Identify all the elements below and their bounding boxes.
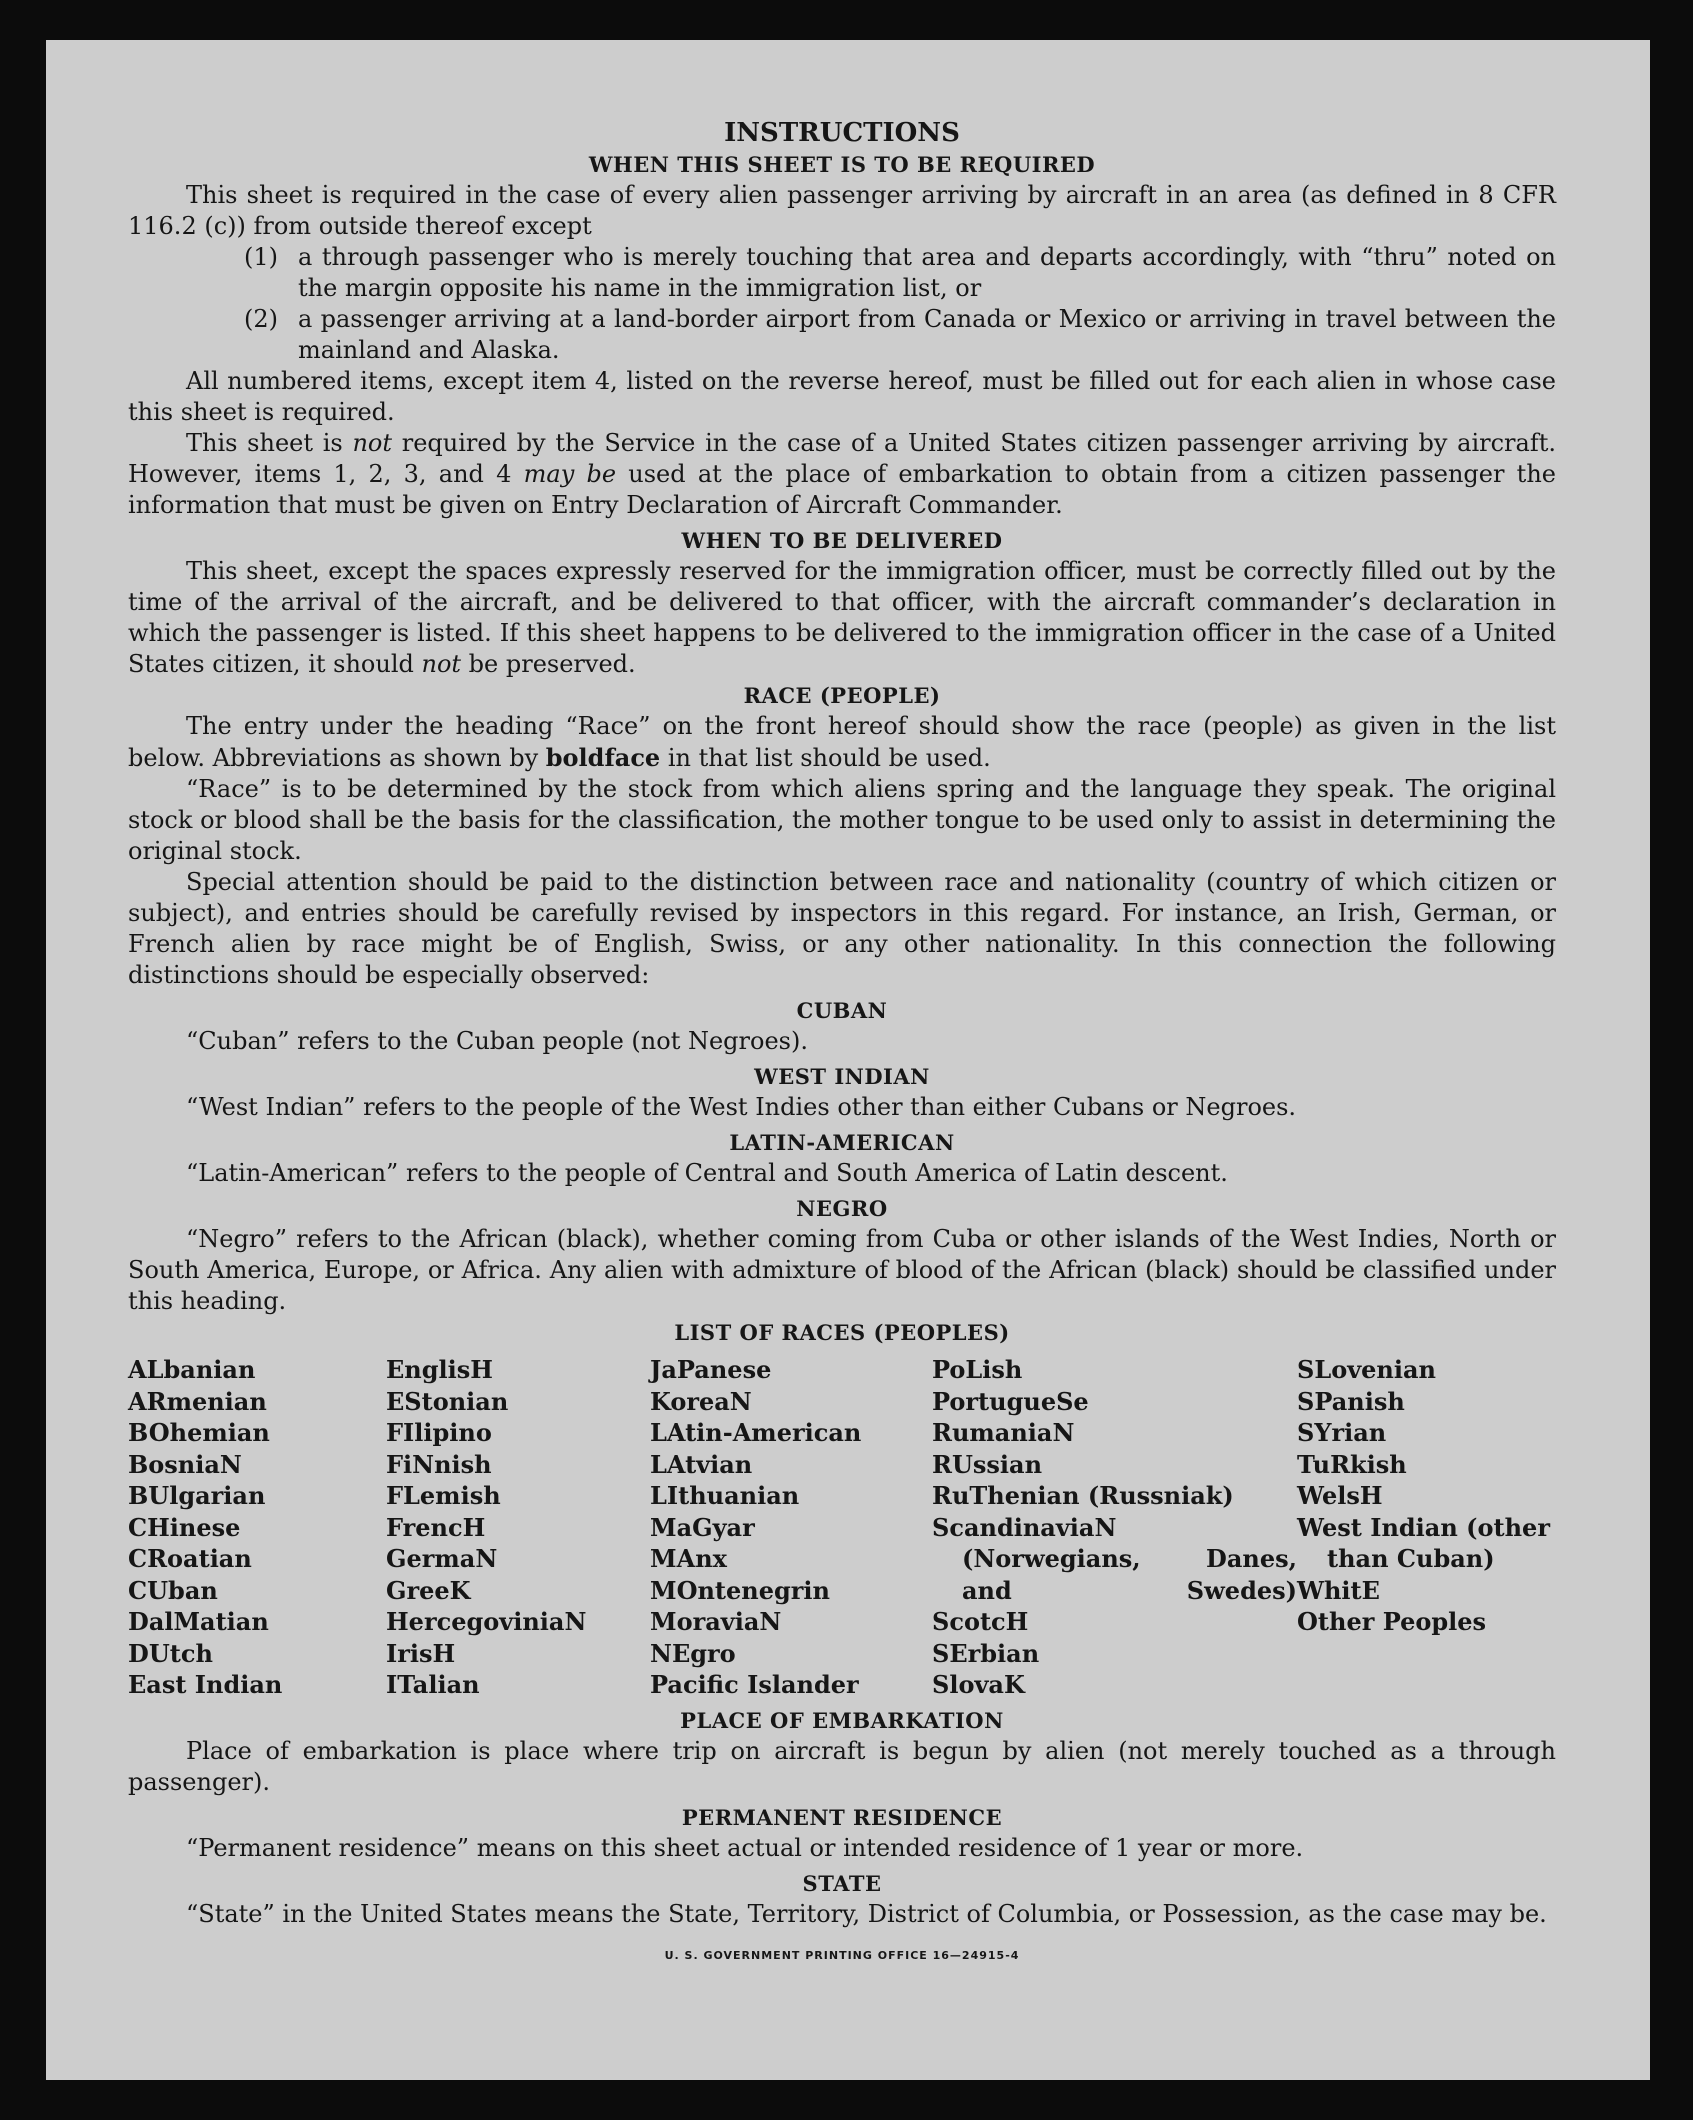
race-entry: MAnx	[650, 1544, 727, 1573]
race-entry: FLemish	[386, 1481, 501, 1510]
race-entry: Pacific Islander	[650, 1670, 859, 1699]
race-entry: NEgro	[650, 1638, 736, 1668]
race-entry: SLovenian	[1297, 1355, 1436, 1384]
race-entry: MoraviaN	[650, 1607, 782, 1636]
race-paragraph-3: Special attention should be paid to the distinction between race and nationality (country of which citizen or subject), and entries should be carefully revised by inspectors in this regard. For instance, an Irish, German, or French alien by race might be of English, Swiss, or any other nationality. In this connection the following distinctions should be especially observed:	[128, 868, 1556, 989]
race-entry: HercegoviniaN	[386, 1607, 587, 1636]
exception-item: (2) a passenger arriving at a land-border airport from Canada or Mexico or arriving in travel between the mainland and Alaska.	[244, 305, 1556, 364]
race-entry: SErbian	[932, 1638, 1040, 1668]
heading-permanent-residence: PERMANENT RESIDENCE	[681, 1804, 1003, 1830]
race-entry: EnglisH	[386, 1355, 493, 1384]
race-entry: IrisH	[386, 1638, 456, 1668]
heading-cuban: CUBAN	[796, 998, 888, 1023]
heading-list-of-races: LIST OF RACES (PEOPLES)	[674, 1320, 1010, 1345]
permanent-residence-text: “Permanent residence” means on this sheet actual or intended residence of 1 year or more.	[186, 1833, 1304, 1862]
race-entry: BOhemian	[128, 1418, 270, 1447]
race-entry: PoLish	[932, 1355, 1023, 1384]
heading-state: STATE	[802, 1870, 882, 1896]
race-paragraph-2: “Race” is to be determined by the stock from which aliens spring and the language they speak. The original stock or blood shall be the basis for the classification, the mother tongue to be used only to assist in determining the original stock.	[128, 775, 1556, 865]
race-entry: SYrian	[1297, 1418, 1387, 1447]
race-entry: MOntenegrin	[650, 1575, 830, 1605]
race-entry: CHinese	[128, 1512, 241, 1542]
numbered-items-paragraph: All numbered items, except item 4, listed on the reverse hereof, must be filled out for each alien in whose case this sheet is required.	[128, 367, 1556, 426]
race-entry: RUssian	[932, 1449, 1043, 1479]
race-entry: ALbanian	[128, 1355, 256, 1384]
west-indian-text: “West Indian” refers to the people of the West Indies other than either Cubans or Negroes.	[186, 1093, 1297, 1121]
race-entry: Other Peoples	[1297, 1607, 1487, 1636]
race-entry: ITalian	[386, 1670, 480, 1699]
race-entry: BosniaN	[128, 1449, 242, 1479]
race-entry: ScandinaviaN (Norwegians, Danes, and Swedes)	[932, 1512, 1297, 1605]
cuban-text: “Cuban” refers to the Cuban people (not Negroes).	[186, 1027, 808, 1055]
race-entry: RuThenian (Russniak)	[932, 1481, 1234, 1510]
race-paragraph-1: The entry under the heading “Race” on the front hereof should show the race (people) as given in the list below. Abbreviations as shown by boldface in that list should be used.	[128, 712, 1556, 772]
heading-race: RACE (PEOPLE)	[743, 683, 941, 708]
race-entry: MaGyar	[650, 1512, 755, 1542]
embarkation-text: Place of embarkation is place where trip on aircraft is begun by alien (not merely touched as a through passenger).	[128, 1736, 1556, 1796]
state-text: “State” in the United States means the State, Territory, District of Columbia, or Possession, as the case may be.	[186, 1899, 1547, 1928]
citizen-paragraph: This sheet is not required by the Service in the case of a United States citizen passenger arriving by aircraft. However, items 1, 2, 3, and 4 may be used at the place of embarkation to obtain from a citizen passenger the information that must be given on Entry Declaration of Aircraft Commander.	[128, 429, 1556, 519]
heading-when-delivered: WHEN TO BE DELIVERED	[681, 528, 1003, 553]
race-entry: JaPanese	[650, 1355, 772, 1384]
race-entry: DUtch	[128, 1638, 213, 1668]
race-entry: GreeK	[386, 1575, 471, 1605]
race-entry: ScotcH	[932, 1607, 1029, 1636]
race-entry: FiNnish	[386, 1449, 492, 1479]
race-entry: WhitE	[1297, 1575, 1380, 1605]
races-list	[128, 1354, 1556, 1701]
heading-place-of-embarkation: PLACE OF EMBARKATION	[680, 1707, 1004, 1733]
heading-when-required: WHEN THIS SHEET IS TO BE REQUIRED	[588, 152, 1096, 177]
latin-american-text: “Latin-American” refers to the people of Central and South America of Latin descent.	[186, 1159, 1228, 1187]
race-entry: BUlgarian	[128, 1481, 266, 1510]
race-entry: ARmenian	[128, 1386, 267, 1416]
races-column	[650, 1354, 932, 1701]
race-entry: LIthuanian	[650, 1481, 800, 1510]
races-column	[932, 1354, 1297, 1701]
race-entry: SlovaK	[932, 1670, 1025, 1699]
race-entry: FrencH	[386, 1512, 486, 1542]
negro-text: “Negro” refers to the African (black), whether coming from Cuba or other islands of the West Indies, North or South America, Europe, or Africa. Any alien with admixture of blood of the African (black) should be classified under this heading.	[128, 1225, 1556, 1315]
race-entry: SPanish	[1297, 1386, 1405, 1416]
race-entry: DalMatian	[128, 1607, 269, 1636]
race-entry: EStonian	[386, 1386, 509, 1416]
race-entry: TuRkish	[1297, 1449, 1407, 1479]
heading-latin-american: LATIN-AMERICAN	[729, 1130, 955, 1155]
race-entry: LAtvian	[650, 1449, 753, 1479]
heading-negro: NEGRO	[796, 1196, 888, 1221]
race-entry: GermaN	[386, 1544, 498, 1573]
when-delivered-paragraph: This sheet, except the spaces expressly reserved for the immigration officer, must be correctly filled out by the time of the arrival of the aircraft, and be delivered to that officer, with the aircraft commander’s declaration in which the passenger is listed. If this sheet happens to be delivered to the immigration officer in the case of a United States citizen, it should not be preserved.	[128, 557, 1556, 678]
printing-office-footer: U. S. GOVERNMENT PRINTING OFFICE 16—24915-4	[664, 1948, 1020, 1962]
race-entry: CUban	[128, 1575, 218, 1605]
race-entry: West Indian (other than Cuban)	[1297, 1512, 1550, 1573]
race-entry: RumaniaN	[932, 1418, 1075, 1447]
document-sheet	[46, 40, 1650, 2080]
race-entry: LAtin-American	[650, 1418, 862, 1447]
races-column	[1297, 1354, 1597, 1701]
races-column	[386, 1354, 650, 1701]
heading-west-indian: WEST INDIAN	[754, 1064, 930, 1089]
race-entry: WelsH	[1297, 1481, 1383, 1510]
race-entry: KoreaN	[650, 1386, 752, 1416]
when-required-intro: This sheet is required in the case of every alien passenger arriving by aircraft in an area (as defined in 8 CFR 116.2 (c)) from outside thereof except	[128, 181, 1556, 240]
races-column	[128, 1354, 386, 1701]
exception-item: (1) a through passenger who is merely touching that area and departs accordingly, with “thru” noted on the margin opposite his name in the immigration list, or	[244, 243, 1556, 302]
page-title: INSTRUCTIONS	[724, 118, 960, 148]
race-entry: FIlipino	[386, 1418, 492, 1447]
race-entry: CRoatian	[128, 1544, 252, 1573]
race-entry: PortugueSe	[932, 1386, 1089, 1416]
race-entry: East Indian	[128, 1670, 283, 1699]
